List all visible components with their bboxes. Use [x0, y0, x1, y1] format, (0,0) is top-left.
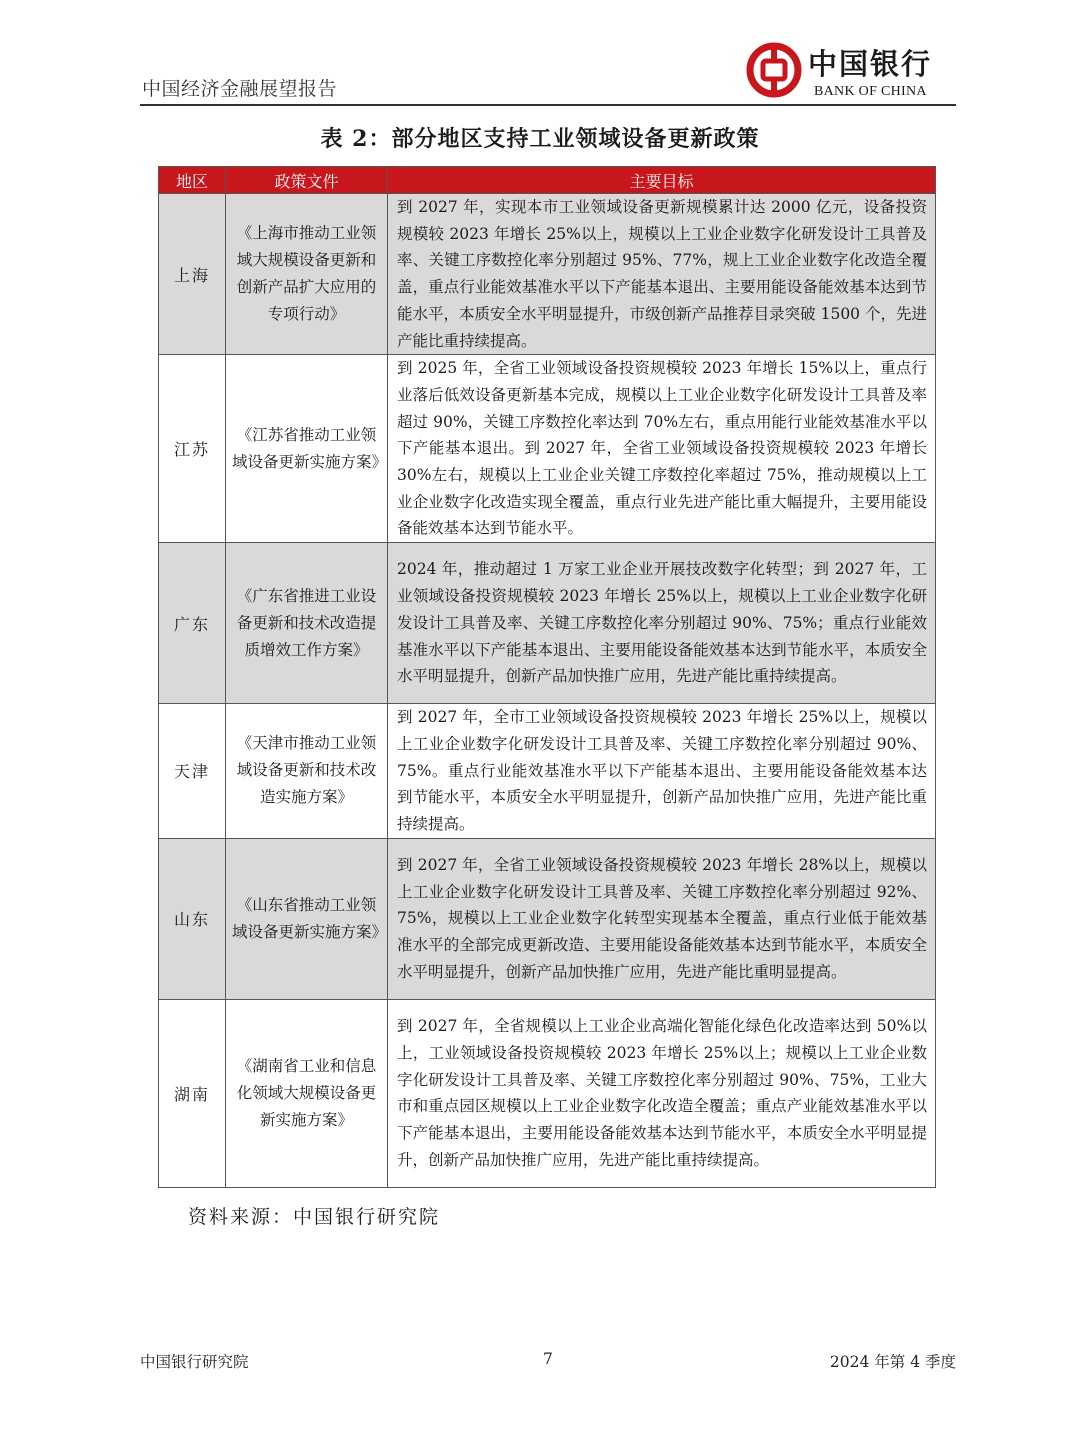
column-header-document: 政策文件	[226, 167, 388, 194]
policy-document-cell: 《江苏省推动工业领域设备更新实施方案》	[226, 355, 388, 543]
region-cell: 广东	[159, 543, 226, 704]
table-row	[159, 999, 936, 1187]
policy-document-cell: 《天津市推动工业领域设备更新和技术改造实施方案》	[226, 704, 388, 839]
main-goal-cell: 2024 年，推动超过 1 万家工业企业开展技改数字化转型；到 2027 年，工业领域设备投资规模较 2023 年增长 25%以上，规模以上工业企业数字化研发设计工具普及率、关键工序数控化率分别超过 90%、75%；重点行业能效基准水平以下产能基本退出、主要用能设备能效基本达到节能水平，本质安全水平明显提升，创新产品加快推广应用，先进产能比重持续提高。	[388, 543, 936, 704]
column-header-region: 地区	[159, 167, 226, 194]
table-row	[159, 543, 936, 704]
report-title: 中国经济金融展望报告	[142, 78, 338, 100]
bank-of-china-emblem-icon	[746, 42, 802, 98]
table-row	[159, 355, 936, 543]
main-goal-cell: 到 2025 年，全省工业领域设备投资规模较 2023 年增长 15%以上，重点行业落后低效设备更新基本完成，规模以上工业企业数字化研发设计工具普及率超过 90%，关键工序数控化率达到 70%左右，重点用能行业能效基准水平以下产能基本退出。到 2027 年，全省工业领域设备投资规模较 2023 年增长 30%左右，规模以上工业企业关键工序数控化率超过 75%，推动规模以上工业企业数字化改造实现全覆盖，重点行业先进产能比重大幅提升，主要用能设备能效基本达到节能水平。	[388, 355, 936, 543]
page-footer	[140, 1350, 956, 1374]
page-number: 7	[543, 1350, 553, 1368]
region-cell: 湖南	[159, 999, 226, 1187]
main-goal-cell: 到 2027 年，全省工业领域设备投资规模较 2023 年增长 28%以上，规模以上工业企业数字化研发设计工具普及率、关键工序数控化率分别超过 92%、75%，规模以上工业企业数字化转型实现基本全覆盖，重点行业低于能效基准水平的全部完成更新改造、主要用能设备能效基本达到节能水平，本质安全水平明显提升，创新产品加快推广应用，先进产能比重明显提高。	[388, 838, 936, 999]
region-cell: 江苏	[159, 355, 226, 543]
logo-english-name: BANK OF CHINA	[814, 84, 927, 99]
policy-document-cell: 《湖南省工业和信息化领域大规模设备更新实施方案》	[226, 999, 388, 1187]
header-divider	[140, 104, 956, 106]
region-cell: 上海	[159, 194, 226, 355]
page-header	[140, 40, 956, 106]
region-cell: 天津	[159, 704, 226, 839]
table-title: 表 2：部分地区支持工业领域设备更新政策	[320, 126, 760, 152]
logo-chinese-name: 中国银行	[808, 47, 933, 81]
policy-table	[158, 166, 936, 1188]
policy-document-cell: 《上海市推动工业领域大规模设备更新和创新产品扩大应用的专项行动》	[226, 194, 388, 355]
region-cell: 山东	[159, 838, 226, 999]
policy-document-cell: 《山东省推动工业领域设备更新实施方案》	[226, 838, 388, 999]
footer-institute: 中国银行研究院	[140, 1353, 249, 1371]
data-source-note: 资料来源：中国银行研究院	[188, 1206, 441, 1228]
column-header-goal: 主要目标	[388, 167, 936, 194]
main-goal-cell: 到 2027 年，实现本市工业领域设备更新规模累计达 2000 亿元，设备投资规模较 2023 年增长 25%以上，规模以上工业企业数字化研发设计工具普及率、关键工序数控化率分别超过 95%、77%，规上工业企业数字化改造全覆盖，重点行业能效基准水平以下产能基本退出、主要用能设备能效基本达到节能水平，本质安全水平明显提升，市级创新产品推荐目录突破 1500 个，先进产能比重持续提高。	[388, 194, 936, 355]
policy-document-cell: 《广东省推进工业设备更新和技术改造提质增效工作方案》	[226, 543, 388, 704]
bank-of-china-logo	[746, 42, 956, 102]
table-row	[159, 838, 936, 999]
main-goal-cell: 到 2027 年，全省规模以上工业企业高端化智能化绿色化改造率达到 50%以上，工业领域设备投资规模较 2023 年增长 25%以上；规模以上工业企业数字化研发设计工具普及率、关键工序数控化率分别超过 90%、75%，工业大市和重点园区规模以上工业企业数字化改造全覆盖；重点产业能效基准水平以下产能基本退出，主要用能设备能效基本达到节能水平，本质安全水平明显提升，创新产品加快推广应用，先进产能比重持续提高。	[388, 999, 936, 1187]
table-row	[159, 704, 936, 839]
table-row	[159, 194, 936, 355]
main-goal-cell: 到 2027 年，全市工业领域设备投资规模较 2023 年增长 25%以上，规模以上工业企业数字化研发设计工具普及率、关键工序数控化率分别超过 90%、75%。重点行业能效基准水平以下产能基本退出、主要用能设备能效基本达到节能水平，本质安全水平明显提升，创新产品加快推广应用，先进产能比重持续提高。	[388, 704, 936, 839]
footer-period: 2024 年第 4 季度	[829, 1353, 956, 1371]
table-header-row	[159, 167, 936, 194]
